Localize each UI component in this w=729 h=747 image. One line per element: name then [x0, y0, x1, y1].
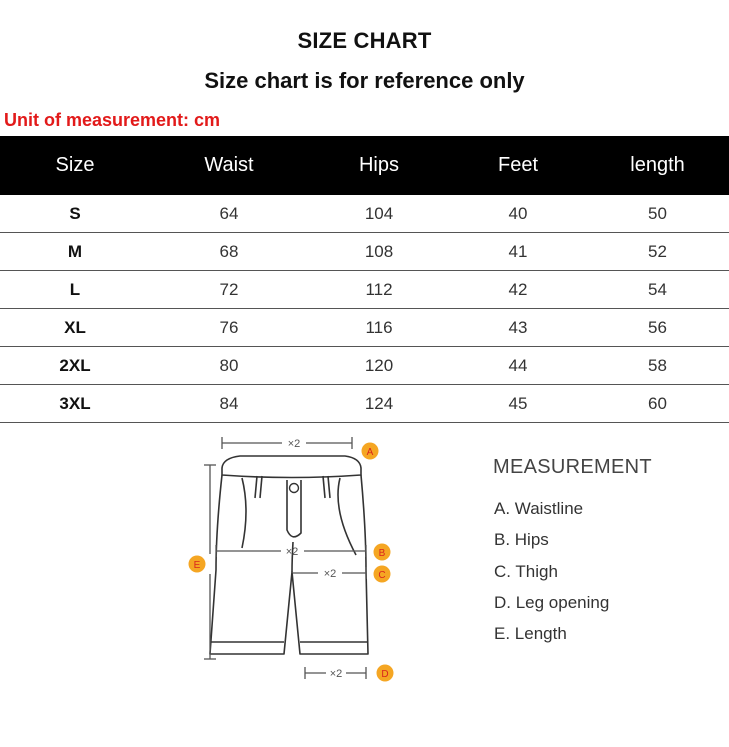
marker-a-label: A	[366, 447, 374, 458]
header-waist: Waist	[150, 136, 308, 195]
header-hips: Hips	[308, 136, 450, 195]
page-title: SIZE CHART	[297, 28, 432, 53]
cell-feet: 40	[450, 195, 586, 233]
cell-length: 60	[586, 385, 729, 423]
table-row	[0, 195, 729, 233]
cell-size: XL	[0, 309, 150, 347]
measurement-item-length: E. Length	[494, 624, 567, 644]
cell-hips: 104	[308, 195, 450, 233]
table-row	[0, 233, 729, 271]
cell-length: 54	[586, 271, 729, 309]
page-subtitle: Size chart is for reference only	[204, 68, 525, 93]
shorts-diagram	[180, 430, 410, 690]
cell-feet: 45	[450, 385, 586, 423]
cell-hips: 112	[308, 271, 450, 309]
cell-hips: 120	[308, 347, 450, 385]
measurement-item-hips: B. Hips	[494, 530, 549, 550]
cell-size: 3XL	[0, 385, 150, 423]
cell-length: 58	[586, 347, 729, 385]
header-feet: Feet	[450, 136, 586, 195]
cell-length: 56	[586, 309, 729, 347]
cell-size: L	[0, 271, 150, 309]
multiplier-label-a: ×2	[287, 438, 301, 450]
marker-c-label: C	[378, 570, 386, 581]
cell-waist: 76	[150, 309, 308, 347]
cell-hips: 116	[308, 309, 450, 347]
multiplier-label-b: ×2	[285, 546, 299, 558]
unit-note: Unit of measurement: cm	[4, 110, 221, 130]
measurement-title: MEASUREMENT	[493, 456, 652, 478]
cell-length: 52	[586, 233, 729, 271]
cell-feet: 44	[450, 347, 586, 385]
cell-hips: 124	[308, 385, 450, 423]
marker-d-label: D	[381, 669, 389, 680]
cell-waist: 64	[150, 195, 308, 233]
table-row	[0, 385, 729, 423]
measurement-item-waistline: A. Waistline	[494, 499, 584, 518]
cell-feet: 42	[450, 271, 586, 309]
table-row	[0, 347, 729, 385]
measurement-item-thigh: C. Thigh	[494, 561, 558, 581]
table-row	[0, 271, 729, 309]
cell-waist: 80	[150, 347, 308, 385]
cell-size: S	[0, 195, 150, 233]
cell-hips: 108	[308, 233, 450, 271]
cell-size: 2XL	[0, 347, 150, 385]
cell-waist: 68	[150, 233, 308, 271]
multiplier-label-c: ×2	[323, 568, 337, 580]
measurement-item-leg-opening: D. Leg opening	[494, 592, 610, 612]
header-size: Size	[0, 136, 150, 195]
cell-feet: 43	[450, 309, 586, 347]
multiplier-label-d: ×2	[329, 668, 343, 680]
cell-waist: 84	[150, 385, 308, 423]
cell-length: 50	[586, 195, 729, 233]
header-length: length	[586, 136, 729, 195]
cell-waist: 72	[150, 271, 308, 309]
marker-e-label: E	[193, 560, 201, 571]
table-row	[0, 309, 729, 347]
cell-feet: 41	[450, 233, 586, 271]
size-table	[0, 136, 729, 423]
table-header-row	[0, 136, 729, 195]
cell-size: M	[0, 233, 150, 271]
marker-b-label: B	[378, 548, 386, 559]
measurement-list	[494, 498, 609, 654]
